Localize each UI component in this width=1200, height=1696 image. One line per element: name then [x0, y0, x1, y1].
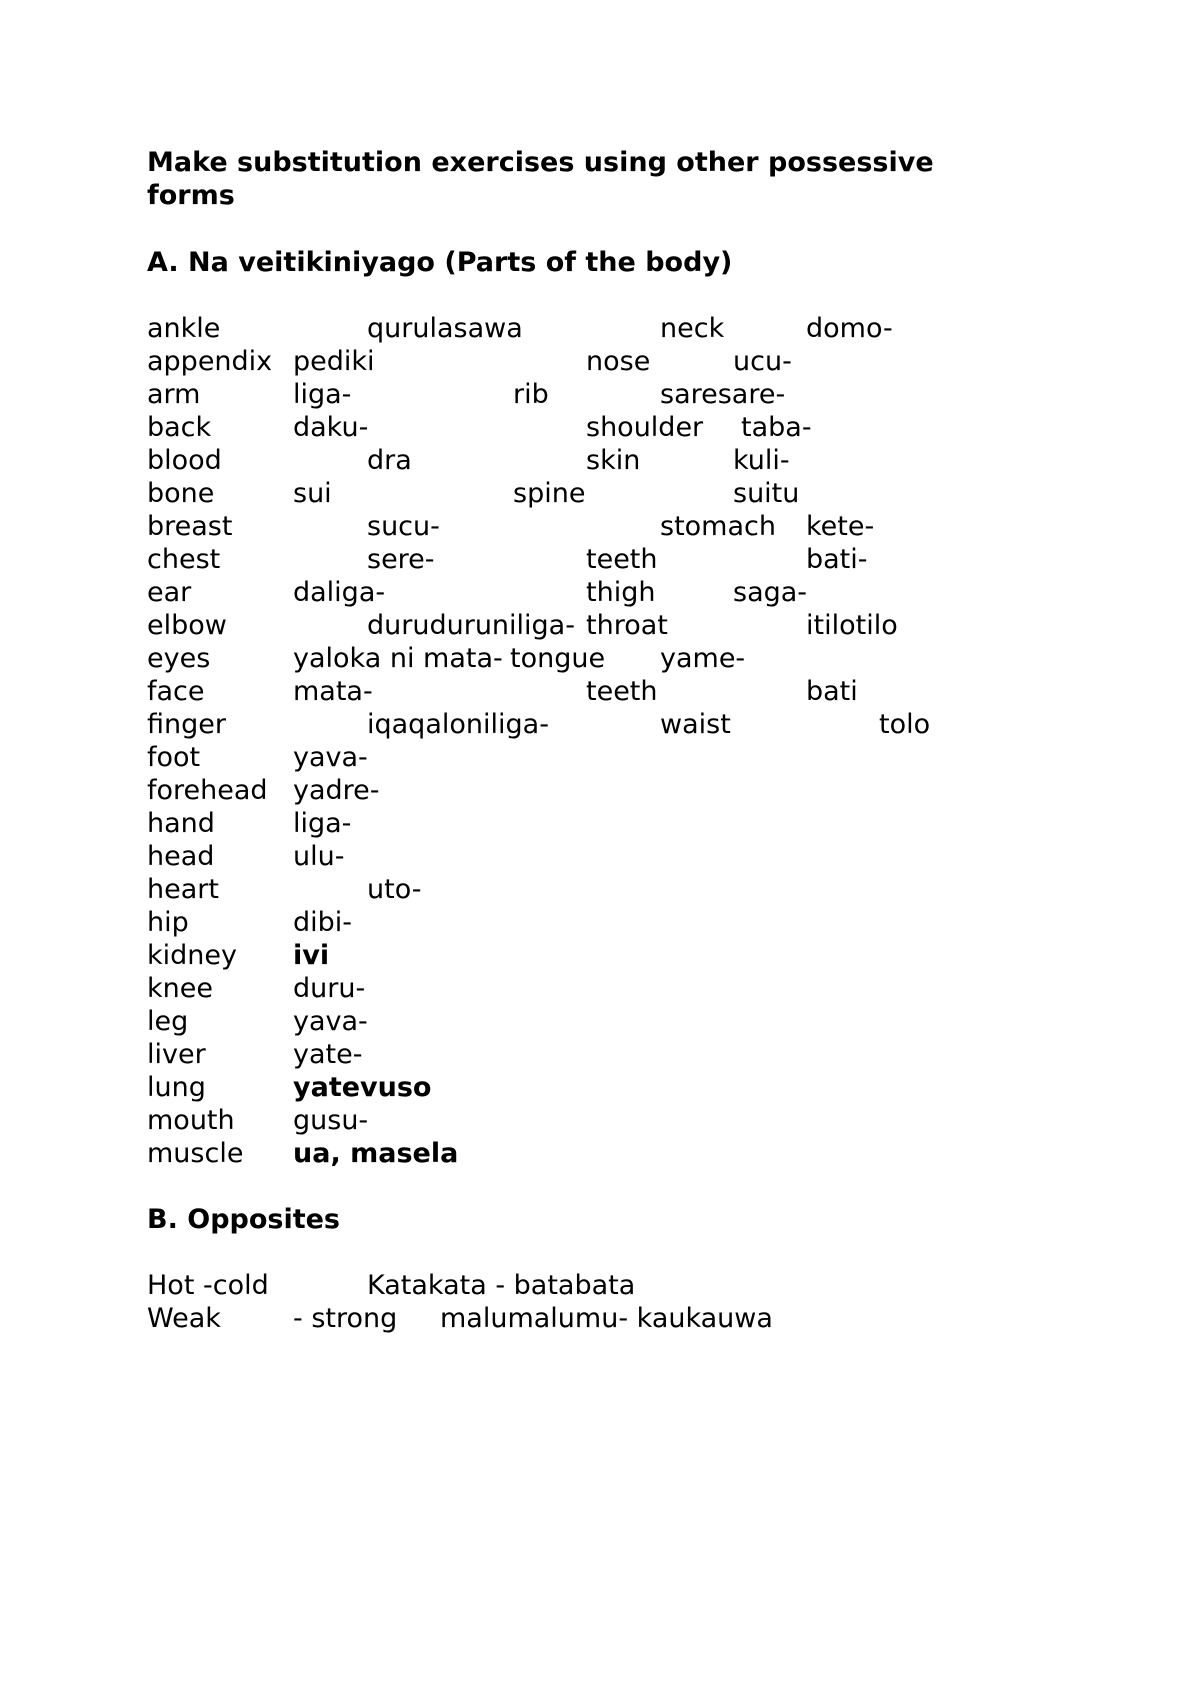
word-english: thigh [586, 577, 656, 608]
word-english: lung [147, 1072, 206, 1103]
word-english: stomach [660, 511, 776, 542]
section-b-heading: B. Opposites [147, 1204, 341, 1235]
word-fijian: ulu- [293, 841, 345, 872]
word-fijian: duruduruniliga- [367, 610, 575, 641]
word-english: back [147, 412, 212, 443]
word-english: chest [147, 544, 221, 575]
word-fijian: kuli- [733, 445, 790, 476]
word-english: shoulder [586, 412, 704, 443]
word-english: bone [147, 478, 215, 509]
word-fijian: uto- [367, 874, 422, 905]
word-english: breast [147, 511, 233, 542]
word-fijian: bati [806, 676, 858, 707]
word-fijian: mata- [293, 676, 373, 707]
word-fijian: saga- [733, 577, 808, 608]
word-fijian: itilotilo [806, 610, 898, 641]
word-english: waist [660, 709, 731, 740]
word-fijian: iqaqaloniliga- [367, 709, 549, 740]
word-fijian: sere- [367, 544, 435, 575]
word-english: forehead [147, 775, 268, 806]
word-english: leg [147, 1006, 189, 1037]
word-fijian: sui [293, 478, 332, 509]
word-fijian: yava- [293, 1006, 368, 1037]
word-english: kidney [147, 940, 237, 971]
word-english: eyes [147, 643, 211, 674]
page-title-line-1: Make substitution exercises using other possessive [147, 147, 934, 178]
word-english: blood [147, 445, 222, 476]
word-english: face [147, 676, 205, 707]
word-fijian: saresare- [660, 379, 786, 410]
word-english: heart [147, 874, 219, 905]
word-fijian: daku- [293, 412, 369, 443]
opposite-fijian: Katakata - batabata [367, 1270, 636, 1301]
page-title-line-2: forms [147, 180, 235, 211]
word-fijian: tolo [879, 709, 931, 740]
opposite-english: Weak [147, 1303, 221, 1334]
word-english: teeth [586, 676, 658, 707]
word-fijian: yate- [293, 1039, 363, 1070]
word-english: appendix [147, 346, 273, 377]
word-english: arm [147, 379, 201, 410]
word-fijian: yatevuso [293, 1072, 432, 1103]
word-fijian: pediki [293, 346, 375, 377]
word-english: elbow [147, 610, 227, 641]
word-english: hand [147, 808, 215, 839]
word-english: teeth [586, 544, 658, 575]
word-fijian: qurulasawa [367, 313, 523, 344]
word-fijian: ua, masela [293, 1138, 459, 1169]
word-fijian: gusu- [293, 1105, 369, 1136]
word-english: tongue [510, 643, 606, 674]
word-english: skin [586, 445, 641, 476]
word-fijian: taba- [741, 412, 812, 443]
opposite-english-part: - strong [293, 1303, 398, 1334]
word-fijian: yadre- [293, 775, 380, 806]
word-fijian: ivi [293, 940, 330, 971]
word-english: liver [147, 1039, 206, 1070]
word-english: ankle [147, 313, 221, 344]
word-english: spine [513, 478, 586, 509]
word-fijian: duru- [293, 973, 366, 1004]
opposite-english: Hot -cold [147, 1270, 269, 1301]
opposite-fijian: malumalumu- kaukauwa [440, 1303, 773, 1334]
word-fijian: liga- [293, 379, 352, 410]
word-fijian: dibi- [293, 907, 353, 938]
section-a-heading: A. Na veitikiniyago (Parts of the body) [147, 247, 733, 278]
word-english: foot [147, 742, 201, 773]
word-english: nose [586, 346, 651, 377]
word-english: head [147, 841, 215, 872]
word-fijian: domo- [806, 313, 893, 344]
word-fijian: yame- [660, 643, 746, 674]
word-fijian: dra [367, 445, 412, 476]
word-english: neck [660, 313, 725, 344]
word-fijian: bati- [806, 544, 868, 575]
word-fijian: sucu- [367, 511, 440, 542]
word-english: mouth [147, 1105, 235, 1136]
word-english: knee [147, 973, 213, 1004]
word-fijian: yaloka ni mata- [293, 643, 503, 674]
word-english: muscle [147, 1138, 244, 1169]
word-english: hip [147, 907, 189, 938]
word-fijian: yava- [293, 742, 368, 773]
word-fijian: liga- [293, 808, 352, 839]
word-english: rib [513, 379, 549, 410]
word-english: ear [147, 577, 192, 608]
word-fijian: ucu- [733, 346, 792, 377]
word-english: finger [147, 709, 226, 740]
word-english: throat [586, 610, 668, 641]
word-fijian: kete- [806, 511, 875, 542]
word-fijian: daliga- [293, 577, 386, 608]
word-fijian: suitu [733, 478, 800, 509]
